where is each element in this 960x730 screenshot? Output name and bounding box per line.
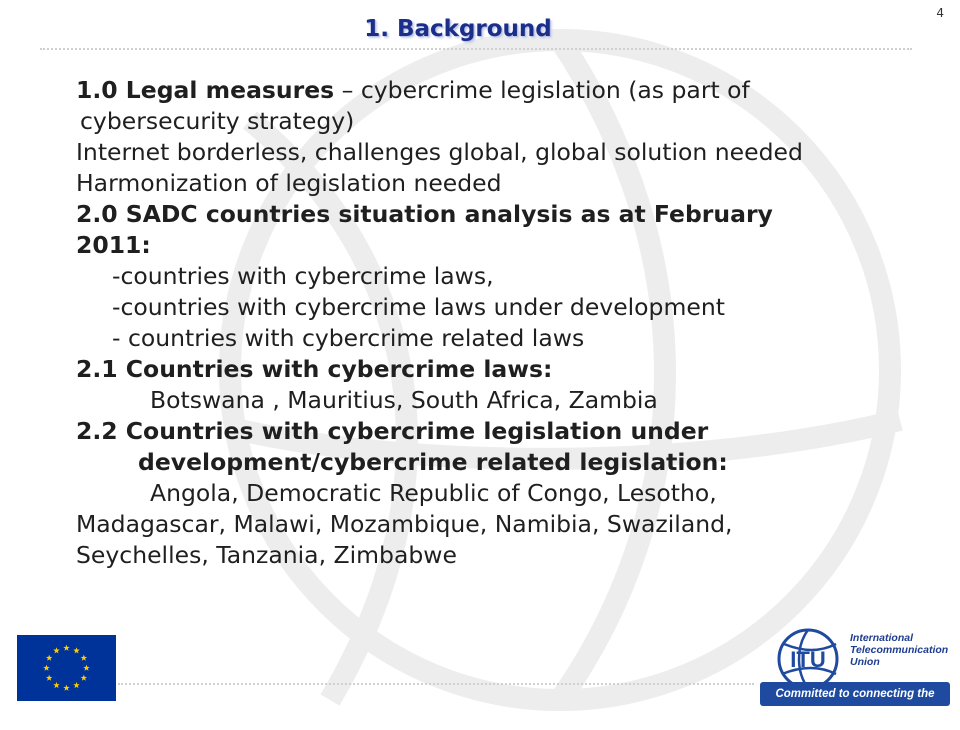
itu-name-line-2: Telecommunication <box>850 644 949 656</box>
body-line-sadc-year: 2011: <box>76 231 151 259</box>
itu-name-line-1: International <box>850 632 914 644</box>
itu-logo <box>752 618 952 724</box>
itu-name <box>850 632 948 668</box>
legal-measures-heading: 1.0 Legal measures <box>76 76 335 104</box>
slide-body <box>76 75 936 571</box>
eu-flag-icon <box>17 635 116 701</box>
body-line-cybersecurity-strategy: cybersecurity strategy) <box>80 107 355 135</box>
body-line-section-2-2: 2.2 Countries with cybercrime legislation under <box>76 417 709 445</box>
body-line-countries-with-laws: -countries with cybercrime laws, <box>112 262 494 290</box>
itu-name-line-3: Union <box>850 656 880 668</box>
body-line-section-2-1: 2.1 Countries with cybercrime laws: <box>76 355 553 383</box>
footer-divider <box>118 683 754 685</box>
itu-slogan: Committed to connecting the world <box>760 682 950 706</box>
body-line-countries-under-development: -countries with cybercrime laws under development <box>112 293 725 321</box>
legal-measures-text: – cybercrime legislation (as part of <box>334 76 750 104</box>
body-line-countries-related-laws: - countries with cybercrime related laws <box>112 324 585 352</box>
header-divider <box>40 48 912 50</box>
slide-number: 4 <box>936 6 944 20</box>
body-line-sadc-analysis: 2.0 SADC countries situation analysis as at February <box>76 200 773 228</box>
body-line-2-2-countries-c: Seychelles, Tanzania, Zimbabwe <box>76 541 457 569</box>
body-line-legal-measures <box>76 75 936 106</box>
body-line-2-2-countries-b: Madagascar, Malawi, Mozambique, Namibia, Swaziland, <box>76 510 733 538</box>
slide-title: 1. Background <box>364 16 552 42</box>
body-line-harmonization: Harmonization of legislation needed <box>76 169 502 197</box>
itu-abbrev: ITU <box>790 647 826 672</box>
body-line-section-2-2-cont: development/cybercrime related legislation: <box>138 448 728 476</box>
body-line-2-2-countries-a: Angola, Democratic Republic of Congo, Lesotho, <box>150 479 717 507</box>
body-line-internet-borderless: Internet borderless, challenges global, global solution needed <box>76 138 803 166</box>
body-line-2-1-countries: Botswana , Mauritius, South Africa, Zambia <box>150 386 658 414</box>
